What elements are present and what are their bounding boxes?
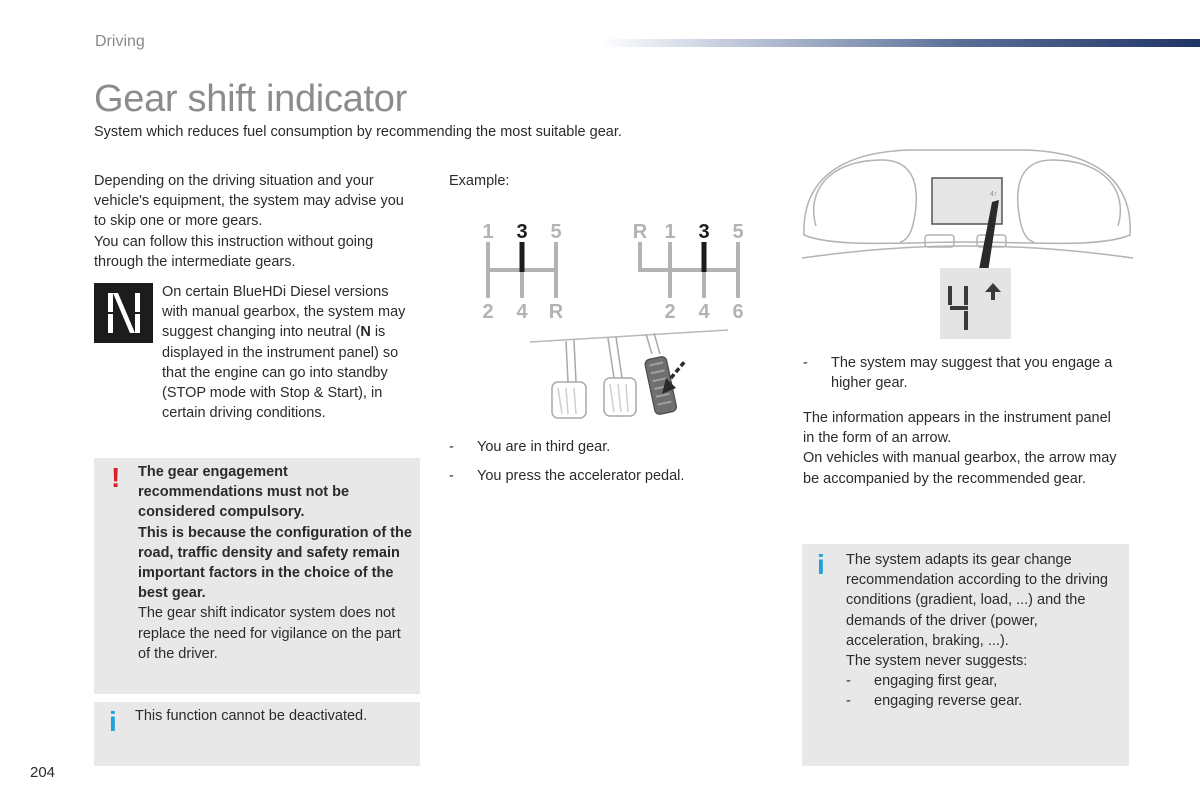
info-box2-text (846, 550, 1118, 712)
neutral-icon (94, 283, 153, 343)
bullet-dash: - (449, 439, 454, 455)
page-number: 204 (30, 764, 56, 781)
bullet-dash: - (803, 355, 808, 371)
neutral-letter-icon (104, 290, 144, 336)
gear-label: 1 (664, 221, 676, 243)
right-bullet-list (803, 353, 1128, 393)
gearbox-diagram-left (475, 218, 570, 324)
info-box2-paragraph-1: The system adapts its gear change recommendation according to the driving conditions (gradient, load, ...) and the demands of the driver (power, acceleration, braking, ...). (846, 552, 1108, 649)
pedals-illustration (528, 326, 728, 426)
neutral-text-bold: N (360, 324, 371, 341)
instrument-panel-illustration (800, 140, 1135, 345)
gear-label: 5 (732, 221, 744, 243)
right-paragraph-1: The information appears in the instrument panel in the form of an arrow. (803, 410, 1111, 447)
neutral-text-2: is displayed in the instrument panel) so that the engine can go into standby (STOP mode with Stop & Start), in certain driving conditions. (162, 324, 399, 422)
middle-bullet-list (449, 437, 749, 486)
list-item (846, 671, 1118, 691)
list-item (449, 466, 749, 486)
svg-text:4↑: 4↑ (990, 191, 998, 198)
gear-label-current: 3 (516, 221, 528, 243)
gear-label: 5 (550, 221, 562, 243)
gear-label: 2 (482, 301, 494, 323)
bullet-text: engaging reverse gear. (874, 693, 1023, 710)
gear-label: 1 (482, 221, 494, 243)
gear-label: 4 (698, 301, 710, 323)
warning-normal: The gear shift indicator system does not replace the need for vigilance on the part of the driver. (138, 605, 401, 662)
info-box-adaptation (802, 544, 1129, 766)
list-item (449, 437, 749, 457)
intro-text (94, 171, 414, 272)
bullet-dash: - (449, 468, 454, 485)
gear-label: 2 (664, 301, 676, 323)
info-box-deactivation (94, 702, 420, 766)
page-title: Gear shift indicator (94, 78, 407, 120)
bullet-text: engaging first gear, (874, 673, 998, 690)
warning-box (94, 458, 420, 694)
never-suggests-list (846, 671, 1118, 711)
warning-text (138, 462, 416, 664)
bullet-text: You are in third gear. (477, 439, 611, 455)
warning-icon: ! (111, 462, 121, 493)
gear-label: 6 (732, 301, 744, 323)
warning-bold-1: The gear engagement recommendations must not be considered compulsory. (138, 464, 350, 521)
info-icon: i (817, 549, 825, 580)
right-paragraph-2: On vehicles with manual gearbox, the arrow may be accompanied by the recommended gear. (803, 450, 1117, 487)
gearbox-diagram-right (628, 218, 753, 324)
right-description (803, 408, 1121, 489)
example-label: Example: (449, 173, 510, 189)
gear-label: R (632, 221, 648, 243)
list-item (803, 353, 1128, 393)
info-text: This function cannot be deactivated. (135, 708, 368, 724)
gear-label: 4 (516, 301, 528, 323)
intro-paragraph: Depending on the driving situation and your vehicle's equipment, the system may advise you to skip one or more gears. (94, 173, 404, 230)
section-label: Driving (95, 33, 145, 50)
neutral-description (162, 282, 418, 423)
warning-bold-2: This is because the configuration of the road, traffic density and safety remain important factors in the choice of the best gear. (138, 524, 412, 602)
bullet-dash: - (846, 673, 851, 690)
bullet-text: You press the accelerator pedal. (477, 468, 685, 485)
intro-paragraph-2: You can follow this instruction without going through the intermediate gears. (94, 233, 374, 270)
list-item (846, 691, 1118, 711)
gear-label: R (548, 301, 564, 323)
gear-label-current: 3 (698, 221, 710, 243)
neutral-text-1: On certain BlueHDi Diesel versions with manual gearbox, the system may suggest changing into neutral ( (162, 284, 406, 341)
info-icon: i (109, 706, 117, 737)
info-box2-paragraph-2: The system never suggests: (846, 653, 1028, 670)
page-subtitle: System which reduces fuel consumption by recommending the most suitable gear. (94, 124, 622, 140)
bullet-text: The system may suggest that you engage a higher gear. (831, 355, 1113, 392)
bullet-dash: - (846, 693, 851, 710)
header-bar (600, 39, 1200, 47)
